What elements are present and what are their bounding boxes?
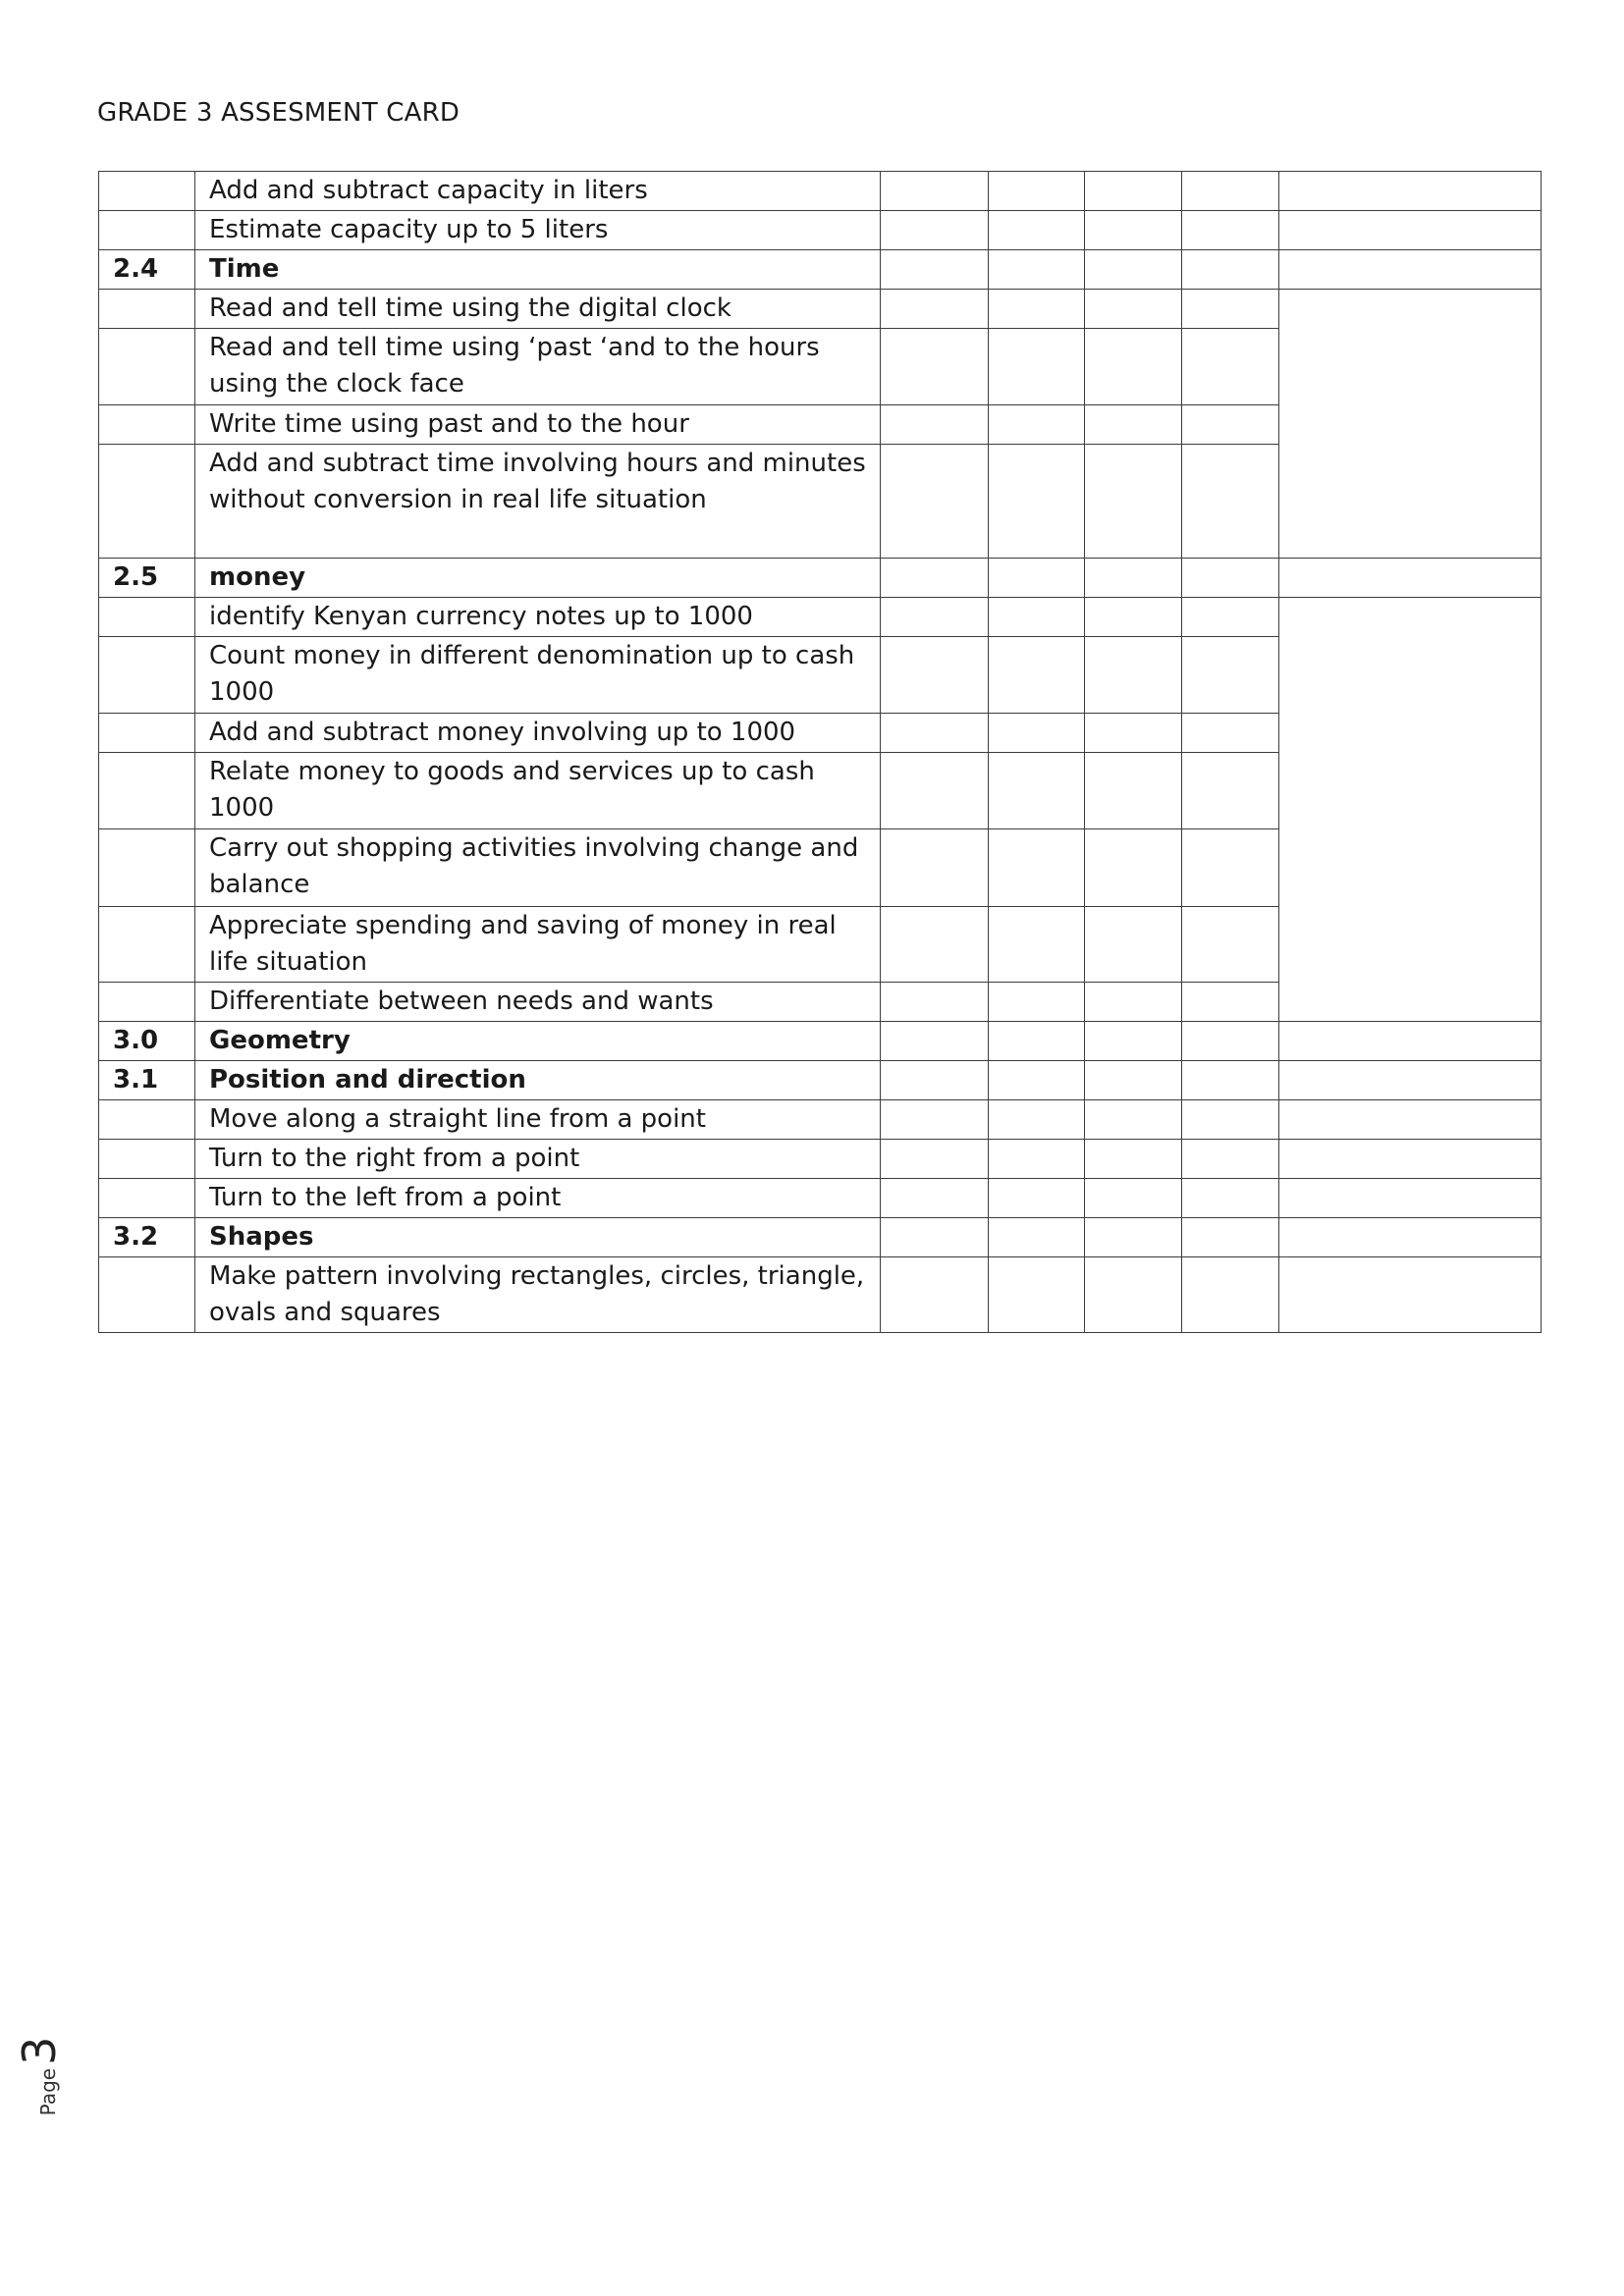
learning-outcome-cell: Count money in different denomination up to cash 1000 (195, 637, 881, 714)
strand-code-cell: 3.0 (99, 1022, 195, 1061)
rating-cell[interactable] (989, 250, 1085, 290)
rating-cell[interactable] (1085, 753, 1182, 829)
learning-outcome-cell: Turn to the right from a point (195, 1140, 881, 1179)
rating-cell[interactable] (881, 714, 989, 753)
learning-outcome-cell: Add and subtract capacity in liters (195, 172, 881, 211)
rating-cell[interactable] (989, 211, 1085, 250)
rating-cell[interactable] (881, 1257, 989, 1333)
rating-cell[interactable] (989, 1257, 1085, 1333)
learning-outcome-cell: Read and tell time using the digital clock (195, 290, 881, 329)
rating-cell[interactable] (989, 1061, 1085, 1100)
table-row (99, 1100, 1542, 1140)
rating-cell[interactable] (989, 1022, 1085, 1061)
rating-cell[interactable] (1182, 1179, 1279, 1218)
strand-heading-cell: Shapes (195, 1218, 881, 1257)
table-row (99, 250, 1542, 290)
rating-cell[interactable] (1182, 1140, 1279, 1179)
rating-cell[interactable] (881, 829, 989, 907)
strand-code-cell (99, 714, 195, 753)
learning-outcome-cell: Add and subtract money involving up to 1000 (195, 714, 881, 753)
strand-code-cell: 2.4 (99, 250, 195, 290)
rating-cell[interactable] (989, 1100, 1085, 1140)
rating-cell[interactable] (989, 907, 1085, 983)
rating-cell[interactable] (881, 1061, 989, 1100)
rating-cell[interactable] (989, 1218, 1085, 1257)
rating-cell[interactable] (1085, 1140, 1182, 1179)
strand-code-cell (99, 445, 195, 559)
rating-cell[interactable] (1085, 598, 1182, 637)
strand-code-cell (99, 637, 195, 714)
strand-code-cell (99, 983, 195, 1022)
rating-cell[interactable] (1182, 405, 1279, 445)
page-label: Page (36, 2067, 60, 2116)
rating-cell[interactable] (989, 714, 1085, 753)
rating-cell[interactable] (1182, 907, 1279, 983)
table-row (99, 1257, 1542, 1333)
remarks-cell[interactable] (1279, 598, 1542, 1022)
rating-cell[interactable] (1085, 1218, 1182, 1257)
remarks-cell[interactable] (1279, 1100, 1542, 1140)
strand-code-cell (99, 1100, 195, 1140)
rating-cell[interactable] (881, 637, 989, 714)
table-row (99, 1140, 1542, 1179)
rating-cell[interactable] (1085, 907, 1182, 983)
rating-cell[interactable] (881, 250, 989, 290)
strand-heading-cell: money (195, 559, 881, 598)
remarks-cell[interactable] (1279, 1257, 1542, 1333)
rating-cell[interactable] (881, 172, 989, 211)
table-row (99, 598, 1542, 637)
rating-cell[interactable] (1085, 329, 1182, 405)
rating-cell[interactable] (1085, 405, 1182, 445)
rating-cell[interactable] (1085, 211, 1182, 250)
remarks-cell[interactable] (1279, 559, 1542, 598)
rating-cell[interactable] (989, 445, 1085, 559)
strand-code-cell (99, 829, 195, 907)
page-title: GRADE 3 ASSESMENT CARD (97, 98, 460, 128)
learning-outcome-cell: Add and subtract time involving hours and minutes without conversion in real life situation (195, 445, 881, 559)
remarks-cell[interactable] (1279, 1218, 1542, 1257)
strand-code-cell: 3.1 (99, 1061, 195, 1100)
table-row (99, 172, 1542, 211)
rating-cell[interactable] (881, 753, 989, 829)
rating-cell[interactable] (1182, 1257, 1279, 1333)
learning-outcome-cell: Appreciate spending and saving of money in real life situation (195, 907, 881, 983)
strand-code-cell (99, 1140, 195, 1179)
strand-heading-cell: Position and direction (195, 1061, 881, 1100)
rating-cell[interactable] (989, 1140, 1085, 1179)
remarks-cell[interactable] (1279, 1022, 1542, 1061)
strand-code-cell (99, 172, 195, 211)
strand-code-cell (99, 405, 195, 445)
rating-cell[interactable] (1182, 983, 1279, 1022)
rating-cell[interactable] (881, 1218, 989, 1257)
learning-outcome-cell: Make pattern involving rectangles, circles, triangle, ovals and squares (195, 1257, 881, 1333)
rating-cell[interactable] (1085, 559, 1182, 598)
rating-cell[interactable] (1182, 290, 1279, 329)
rating-cell[interactable] (1182, 445, 1279, 559)
rating-cell[interactable] (1182, 329, 1279, 405)
rating-cell[interactable] (881, 1179, 989, 1218)
rating-cell[interactable] (1085, 290, 1182, 329)
strand-code-cell: 3.2 (99, 1218, 195, 1257)
rating-cell[interactable] (989, 983, 1085, 1022)
rating-cell[interactable] (881, 445, 989, 559)
rating-cell[interactable] (881, 907, 989, 983)
rating-cell[interactable] (1085, 1061, 1182, 1100)
table-row (99, 1022, 1542, 1061)
strand-code-cell (99, 907, 195, 983)
strand-code-cell (99, 753, 195, 829)
rating-cell[interactable] (1085, 1179, 1182, 1218)
learning-outcome-cell: Relate money to goods and services up to cash 1000 (195, 753, 881, 829)
rating-cell[interactable] (1085, 1257, 1182, 1333)
rating-cell[interactable] (989, 598, 1085, 637)
rating-cell[interactable] (989, 829, 1085, 907)
strand-code-cell: 2.5 (99, 559, 195, 598)
rating-cell[interactable] (1085, 1022, 1182, 1061)
rating-cell[interactable] (989, 1179, 1085, 1218)
table-row (99, 1061, 1542, 1100)
remarks-cell[interactable] (1279, 1061, 1542, 1100)
rating-cell[interactable] (1182, 637, 1279, 714)
rating-cell[interactable] (881, 211, 989, 250)
table-row (99, 1218, 1542, 1257)
rating-cell[interactable] (1182, 250, 1279, 290)
rating-cell[interactable] (1182, 753, 1279, 829)
rating-cell[interactable] (1085, 445, 1182, 559)
remarks-cell[interactable] (1279, 1140, 1542, 1179)
learning-outcome-cell: Differentiate between needs and wants (195, 983, 881, 1022)
remarks-cell[interactable] (1279, 250, 1542, 290)
rating-cell[interactable] (989, 637, 1085, 714)
table-row (99, 211, 1542, 250)
rating-cell[interactable] (1182, 1218, 1279, 1257)
remarks-cell[interactable] (1279, 172, 1542, 211)
rating-cell[interactable] (881, 290, 989, 329)
learning-outcome-cell: Carry out shopping activities involving change and balance (195, 829, 881, 907)
remarks-cell[interactable] (1279, 211, 1542, 250)
strand-code-cell (99, 290, 195, 329)
learning-outcome-cell: Move along a straight line from a point (195, 1100, 881, 1140)
table-row (99, 559, 1542, 598)
rating-cell[interactable] (1182, 211, 1279, 250)
rating-cell[interactable] (1182, 559, 1279, 598)
rating-cell[interactable] (881, 1140, 989, 1179)
rating-cell[interactable] (989, 405, 1085, 445)
rating-cell[interactable] (881, 1100, 989, 1140)
rating-cell[interactable] (881, 559, 989, 598)
learning-outcome-cell: Write time using past and to the hour (195, 405, 881, 445)
rating-cell[interactable] (1085, 983, 1182, 1022)
rating-cell[interactable] (989, 753, 1085, 829)
rating-cell[interactable] (881, 405, 989, 445)
rating-cell[interactable] (1085, 829, 1182, 907)
page-number-value: 3 (13, 2036, 66, 2065)
rating-cell[interactable] (881, 598, 989, 637)
rating-cell[interactable] (1182, 598, 1279, 637)
rating-cell[interactable] (881, 983, 989, 1022)
rating-cell[interactable] (1085, 714, 1182, 753)
learning-outcome-cell: identify Kenyan currency notes up to 1000 (195, 598, 881, 637)
learning-outcome-cell: Turn to the left from a point (195, 1179, 881, 1218)
page-number (13, 2036, 101, 2116)
assessment-table (98, 171, 1542, 1333)
strand-heading-cell: Geometry (195, 1022, 881, 1061)
strand-code-cell (99, 1179, 195, 1218)
rating-cell[interactable] (1182, 829, 1279, 907)
rating-cell[interactable] (1182, 1061, 1279, 1100)
rating-cell[interactable] (989, 290, 1085, 329)
table-body (99, 172, 1542, 1333)
strand-code-cell (99, 598, 195, 637)
rating-cell[interactable] (881, 1022, 989, 1061)
remarks-cell[interactable] (1279, 1179, 1542, 1218)
strand-code-cell (99, 1257, 195, 1333)
rating-cell[interactable] (1182, 1022, 1279, 1061)
learning-outcome-cell: Read and tell time using ‘past ‘and to the hours using the clock face (195, 329, 881, 405)
table-row (99, 290, 1542, 329)
rating-cell[interactable] (989, 559, 1085, 598)
remarks-cell[interactable] (1279, 290, 1542, 559)
rating-cell[interactable] (989, 172, 1085, 211)
rating-cell[interactable] (1182, 1100, 1279, 1140)
rating-cell[interactable] (1085, 250, 1182, 290)
rating-cell[interactable] (1085, 172, 1182, 211)
rating-cell[interactable] (989, 329, 1085, 405)
strand-heading-cell: Time (195, 250, 881, 290)
strand-code-cell (99, 211, 195, 250)
rating-cell[interactable] (1085, 637, 1182, 714)
table-row (99, 1179, 1542, 1218)
rating-cell[interactable] (1182, 172, 1279, 211)
rating-cell[interactable] (881, 329, 989, 405)
rating-cell[interactable] (1182, 714, 1279, 753)
strand-code-cell (99, 329, 195, 405)
learning-outcome-cell: Estimate capacity up to 5 liters (195, 211, 881, 250)
rating-cell[interactable] (1085, 1100, 1182, 1140)
